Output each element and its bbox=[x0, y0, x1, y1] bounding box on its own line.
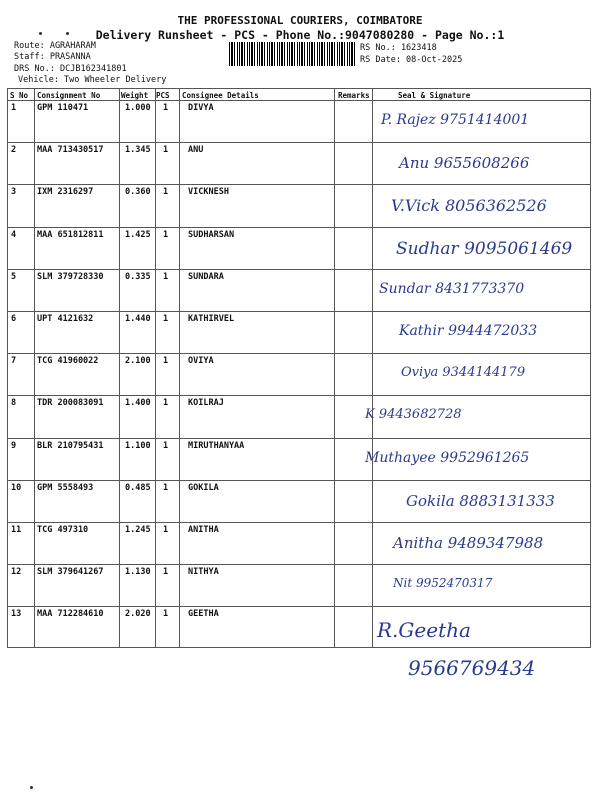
cell-sno: 5 bbox=[11, 271, 17, 282]
cell-weight: 1.130 bbox=[125, 567, 151, 578]
row-divider bbox=[8, 227, 590, 228]
row-divider bbox=[8, 606, 590, 607]
cell-consignee: NITHYA bbox=[188, 567, 219, 578]
cell-pcs: 1 bbox=[163, 609, 169, 620]
cell-consignment: GPM 110471 bbox=[37, 103, 89, 113]
cell-weight: 0.360 bbox=[125, 187, 151, 198]
cell-weight: 1.400 bbox=[125, 398, 151, 409]
cell-pcs: 1 bbox=[163, 229, 169, 240]
cell-consignment: IXM 2316297 bbox=[37, 187, 94, 198]
cell-consignment: UPT 4121632 bbox=[37, 314, 94, 324]
cell-consignee: OVIYA bbox=[188, 356, 214, 367]
barcode-image bbox=[229, 42, 356, 66]
cell-consignee: SUDHARSAN bbox=[188, 229, 235, 240]
handwritten-signature: Kathir 9944472033 bbox=[399, 323, 538, 339]
col-header-sno: S No bbox=[10, 91, 29, 100]
vehicle-label: Vehicle: Two Wheeler Delivery bbox=[18, 75, 167, 85]
rs-date: RS Date: 08-Oct-2025 bbox=[360, 55, 463, 65]
extra-handwritten-number: 9566769434 bbox=[408, 656, 536, 680]
handwritten-signature: R.Geetha bbox=[377, 618, 471, 643]
cell-weight: 1.345 bbox=[125, 145, 151, 156]
cell-weight: 0.485 bbox=[125, 482, 151, 493]
mark-dot bbox=[66, 32, 69, 35]
row-divider bbox=[8, 438, 590, 439]
cell-pcs: 1 bbox=[163, 440, 169, 451]
cell-pcs: 1 bbox=[163, 271, 169, 282]
col-header-signature: Seal & Signature bbox=[398, 91, 471, 100]
col-header-remarks: Remarks bbox=[338, 91, 370, 100]
runsheet-table bbox=[7, 88, 591, 648]
cell-consignment: MAA 713430517 bbox=[37, 145, 104, 156]
cell-weight: 1.425 bbox=[125, 229, 151, 240]
col-header-weight: Weight bbox=[121, 91, 149, 100]
col-header-consignment: Consignment No bbox=[37, 91, 101, 100]
header-divider bbox=[8, 100, 590, 101]
drs-label: DRS No.: DCJB162341801 bbox=[14, 64, 127, 74]
cell-sno: 3 bbox=[11, 187, 17, 198]
cell-pcs: 1 bbox=[163, 187, 169, 198]
cell-consignment: TCG 497310 bbox=[37, 525, 89, 535]
cell-sno: 8 bbox=[11, 398, 17, 409]
cell-consignment: MAA 651812811 bbox=[37, 229, 104, 240]
col-header-consignee: Consignee Details bbox=[182, 91, 259, 100]
handwritten-signature: Sundar 8431773370 bbox=[379, 280, 525, 297]
cell-pcs: 1 bbox=[163, 567, 169, 578]
cell-weight: 1.000 bbox=[125, 103, 151, 113]
route-label: Route: AGRAHARAM bbox=[14, 41, 96, 51]
mark-dot bbox=[39, 32, 42, 35]
handwritten-signature: Gokila 8883131333 bbox=[406, 491, 555, 510]
mark-dot bbox=[30, 786, 33, 789]
row-divider bbox=[8, 564, 590, 565]
row-divider bbox=[8, 480, 590, 481]
cell-pcs: 1 bbox=[163, 482, 169, 493]
runsheet-subtitle: Delivery Runsheet - PCS - Phone No.:9047080280 - Page No.:1 bbox=[95, 28, 505, 42]
handwritten-signature: P. Rajez 9751414001 bbox=[381, 112, 530, 128]
handwritten-signature: Muthayee 9952961265 bbox=[365, 449, 530, 466]
cell-consignee: VICKNESH bbox=[188, 187, 229, 198]
cell-consignee: GOKILA bbox=[188, 482, 219, 493]
company-title: THE PROFESSIONAL COURIERS, COIMBATORE bbox=[177, 14, 423, 27]
handwritten-signature: Oviya 9344144179 bbox=[401, 365, 526, 381]
cell-weight: 1.100 bbox=[125, 440, 151, 451]
row-divider bbox=[8, 522, 590, 523]
cell-weight: 2.100 bbox=[125, 356, 151, 367]
cell-consignee: ANITHA bbox=[188, 525, 219, 535]
handwritten-signature: K 9443682728 bbox=[365, 407, 462, 423]
cell-sno: 2 bbox=[11, 145, 17, 156]
cell-weight: 1.245 bbox=[125, 525, 151, 535]
cell-pcs: 1 bbox=[163, 356, 169, 367]
cell-consignee: ANU bbox=[188, 145, 204, 156]
cell-consignment: SLM 379728330 bbox=[37, 271, 104, 282]
cell-consignment: BLR 210795431 bbox=[37, 440, 104, 451]
cell-sno: 12 bbox=[11, 567, 22, 578]
cell-weight: 0.335 bbox=[125, 271, 151, 282]
row-divider bbox=[8, 311, 590, 312]
handwritten-signature: Anu 9655608266 bbox=[399, 154, 530, 173]
cell-consignment: TCG 41960022 bbox=[37, 356, 99, 367]
cell-sno: 7 bbox=[11, 356, 17, 367]
cell-sno: 1 bbox=[11, 103, 17, 113]
cell-pcs: 1 bbox=[163, 145, 169, 156]
cell-sno: 6 bbox=[11, 314, 17, 324]
cell-consignment: SLM 379641267 bbox=[37, 567, 104, 578]
cell-sno: 10 bbox=[11, 482, 22, 493]
cell-sno: 11 bbox=[11, 525, 22, 535]
row-divider bbox=[8, 395, 590, 396]
handwritten-signature: Nit 9952470317 bbox=[393, 576, 493, 591]
cell-sno: 9 bbox=[11, 440, 17, 451]
cell-sno: 13 bbox=[11, 609, 22, 620]
cell-pcs: 1 bbox=[163, 398, 169, 409]
handwritten-signature: Sudhar 9095061469 bbox=[396, 238, 573, 259]
cell-consignee: KOILRAJ bbox=[188, 398, 224, 409]
cell-consignment: GPM 5558493 bbox=[37, 482, 94, 493]
col-header-pcs: PCS bbox=[156, 91, 170, 100]
row-divider bbox=[8, 184, 590, 185]
row-divider bbox=[8, 353, 590, 354]
cell-consignee: MIRUTHANYAA bbox=[188, 440, 245, 451]
staff-label: Staff: PRASANNA bbox=[14, 52, 91, 62]
cell-weight: 2.020 bbox=[125, 609, 151, 620]
cell-weight: 1.440 bbox=[125, 314, 151, 324]
cell-consignee: KATHIRVEL bbox=[188, 314, 235, 324]
cell-pcs: 1 bbox=[163, 314, 169, 324]
cell-consignment: TDR 200083091 bbox=[37, 398, 104, 409]
handwritten-signature: V.Vick 8056362526 bbox=[391, 196, 547, 216]
cell-pcs: 1 bbox=[163, 525, 169, 535]
cell-sno: 4 bbox=[11, 229, 17, 240]
row-divider bbox=[8, 142, 590, 143]
cell-consignee: DIVYA bbox=[188, 103, 214, 113]
cell-pcs: 1 bbox=[163, 103, 169, 113]
handwritten-signature: Anitha 9489347988 bbox=[393, 534, 544, 552]
rs-number: RS No.: 1623418 bbox=[360, 43, 437, 53]
row-divider bbox=[8, 269, 590, 270]
cell-consignee: SUNDARA bbox=[188, 271, 224, 282]
cell-consignee: GEETHA bbox=[188, 609, 219, 620]
cell-consignment: MAA 712284610 bbox=[37, 609, 104, 620]
